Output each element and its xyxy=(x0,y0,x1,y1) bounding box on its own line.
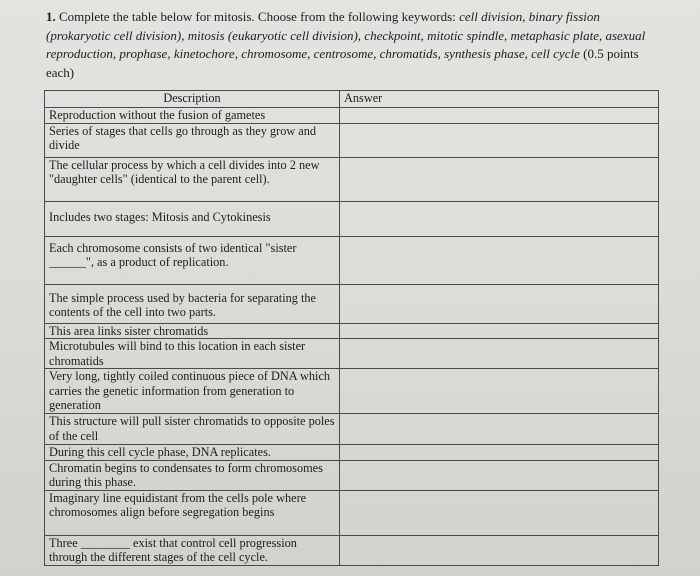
row-description: Three ________ exist that control cell progression through the different stages of the cell cycle. xyxy=(45,535,340,565)
row-description: Microtubules will bind to this location in each sister chromatids xyxy=(45,339,340,369)
table-header-row xyxy=(45,91,659,108)
answer-cell[interactable] xyxy=(340,123,659,157)
table-row xyxy=(45,490,659,535)
table-row xyxy=(45,157,659,201)
row-description: This structure will pull sister chromatids to opposite poles of the cell xyxy=(45,414,340,445)
answer-cell[interactable] xyxy=(340,445,659,461)
question-points: (0.5 points each) xyxy=(46,46,639,80)
table-row xyxy=(45,369,659,414)
answer-cell[interactable] xyxy=(340,236,659,284)
row-description: Very long, tightly coiled continuous piece of DNA which carries the genetic information from generation to generation xyxy=(45,369,340,414)
table-row xyxy=(45,445,659,461)
question-prompt xyxy=(46,8,660,82)
row-description: Includes two stages: Mitosis and Cytokinesis xyxy=(45,201,340,236)
row-description: This area links sister chromatids xyxy=(45,323,340,339)
row-description: During this cell cycle phase, DNA replicates. xyxy=(45,445,340,461)
answer-cell[interactable] xyxy=(340,323,659,339)
answer-cell[interactable] xyxy=(340,535,659,565)
table-row xyxy=(45,108,659,124)
row-description: Each chromosome consists of two identical "sister ______", as a product of replication. xyxy=(45,236,340,284)
table-row xyxy=(45,323,659,339)
table-row xyxy=(45,414,659,445)
answer-cell[interactable] xyxy=(340,369,659,414)
answer-cell[interactable] xyxy=(340,490,659,535)
row-description: The simple process used by bacteria for separating the contents of the cell into two parts. xyxy=(45,284,340,323)
answer-cell[interactable] xyxy=(340,284,659,323)
question-number: 1. xyxy=(46,9,56,24)
table-row xyxy=(45,284,659,323)
table-row xyxy=(45,201,659,236)
table-row xyxy=(45,339,659,369)
answer-header: Answer xyxy=(340,91,659,108)
table-row xyxy=(45,460,659,490)
description-header: Description xyxy=(45,91,340,108)
answer-cell[interactable] xyxy=(340,460,659,490)
table-row xyxy=(45,123,659,157)
row-description: Imaginary line equidistant from the cells pole where chromosomes align before segregation begins xyxy=(45,490,340,535)
answer-cell[interactable] xyxy=(340,414,659,445)
table-row xyxy=(45,535,659,565)
row-description: Series of stages that cells go through as they grow and divide xyxy=(45,123,340,157)
answer-cell[interactable] xyxy=(340,157,659,201)
row-description: Chromatin begins to condensates to form chromosomes during this phase. xyxy=(45,460,340,490)
table-row xyxy=(45,236,659,284)
row-description: Reproduction without the fusion of gametes xyxy=(45,108,340,124)
answer-cell[interactable] xyxy=(340,201,659,236)
answer-cell[interactable] xyxy=(340,339,659,369)
question-text: Complete the table below for mitosis. Choose from the following keywords: xyxy=(59,9,460,24)
row-description: The cellular process by which a cell divides into 2 new "daughter cells" (identical to the parent cell). xyxy=(45,157,340,201)
answer-cell[interactable] xyxy=(340,108,659,124)
mitosis-table xyxy=(44,90,659,566)
question-keywords: cell division, binary fission (prokaryotic cell division), mitosis (eukaryotic cell division), checkpoint, mitotic spindle, metaphasic plate, asexual reproduction, prophase, kinetochore, chromosome, centrosome, chromatids, synthesis phase, cell cycle xyxy=(46,9,646,61)
